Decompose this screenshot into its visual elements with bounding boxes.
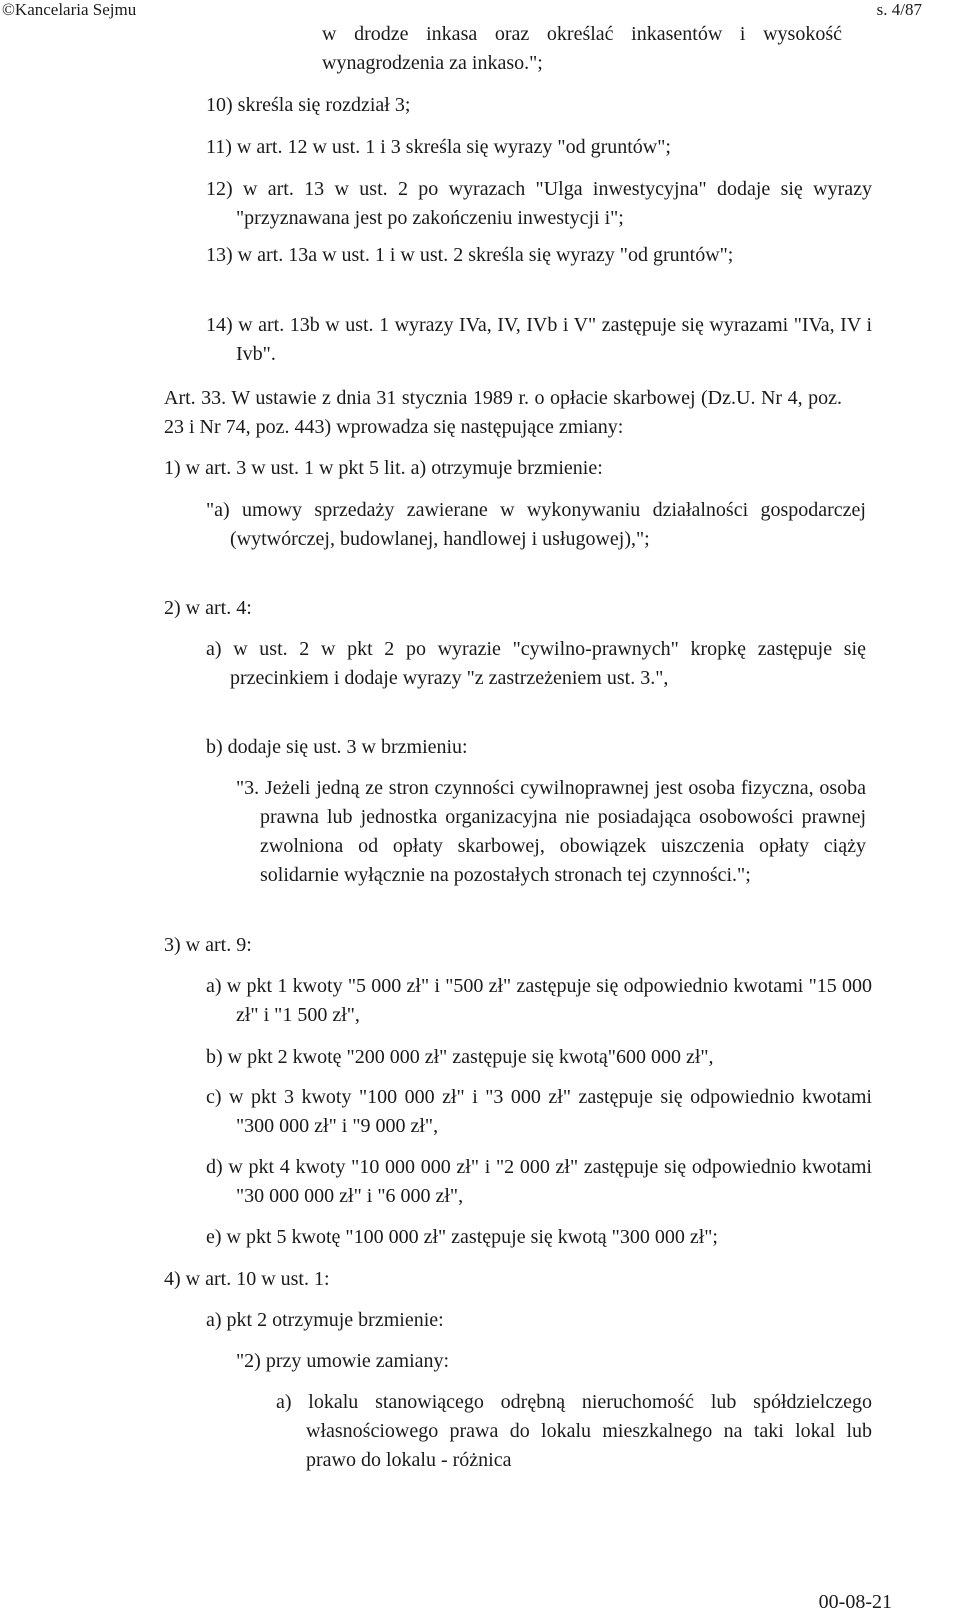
art33-item-2b-text: "3. Jeżeli jedną ze stron czynności cywilnoprawnej jest osoba fizyczna, osoba prawna lub jednostka organizacyjna nie posiadająca osobowości prawnej zwolniona od opłaty skarbowej, obowiązek uiszczenia opłaty ciąży solidarnie wyłącznie na pozostałych stronach tej czynności."; — [236, 777, 866, 886]
art33-item-1: 1) w art. 3 w ust. 1 w pkt 5 lit. a) otrzymuje brzmienie: — [164, 457, 603, 479]
art33-item-1-text: "a) umowy sprzedaży zawierane w wykonywaniu działalności gospodarczej (wytwórczej, budowlanej, handlowej i usługowej),"; — [206, 499, 866, 550]
art33-item-2b: b) dodaje się ust. 3 w brzmieniu: — [206, 736, 468, 758]
art33-item-3c: c) w pkt 3 kwoty "100 000 zł" i "3 000 zł" zastępuje się odpowiednio kwotami "300 000 zł" i "9 000 zł", — [206, 1086, 872, 1137]
item-13: 13) w art. 13a w ust. 1 i w ust. 2 skreśla się wyrazy "od gruntów"; — [206, 244, 734, 266]
item-12: 12) w art. 13 w ust. 2 po wyrazach "Ulga inwestycyjna" dodaje się wyrazy "przyznawana jest po zakończeniu inwestycji i"; — [206, 178, 872, 229]
art33-item-3d: d) w pkt 4 kwoty "10 000 000 zł" i "2 000 zł" zastępuje się odpowiednio kwotami "30 000 000 zł" i "6 000 zł", — [206, 1156, 872, 1207]
item-14: 14) w art. 13b w ust. 1 wyrazy IVa, IV, IVb i V" zastępuje się wyrazami "IVa, IV i Ivb". — [206, 314, 872, 365]
art33-item-4a-text: "2) przy umowie zamiany: — [236, 1350, 450, 1372]
footer-date: 00-08-21 — [818, 1591, 892, 1613]
item-10: 10) skreśla się rozdział 3; — [206, 94, 411, 116]
art33-item-3: 3) w art. 9: — [164, 934, 252, 956]
art33-item-4a: a) pkt 2 otrzymuje brzmienie: — [206, 1309, 444, 1331]
art33-item-2a: a) w ust. 2 w pkt 2 po wyrazie "cywilno-prawnych" kropkę zastępuje się przecinkiem i dodaje wyrazy "z zastrzeżeniem ust. 3.", — [206, 638, 866, 689]
paragraph-continuation: w drodze inkasa oraz określać inkasentów i wysokość wynagrodzenia za inkaso."; — [322, 23, 842, 74]
header-source: ©Kancelaria Sejmu — [2, 0, 137, 19]
art33-item-3e: e) w pkt 5 kwotę "100 000 zł" zastępuje się kwotą "300 000 zł"; — [206, 1226, 718, 1248]
art33-item-3b: b) w pkt 2 kwotę "200 000 zł" zastępuje się kwotą"600 000 zł", — [206, 1046, 714, 1068]
header-page-number: s. 4/87 — [876, 0, 922, 19]
item-11: 11) w art. 12 w ust. 1 i 3 skreśla się wyrazy "od gruntów"; — [206, 136, 671, 158]
art33-item-4a-sub-a: a) lokalu stanowiącego odrębną nieruchomość lub spółdzielczego własnościowego prawa do lokalu mieszkalnego na taki lokal lub prawo do lokalu - różnica — [276, 1391, 872, 1471]
art33-item-4: 4) w art. 10 w ust. 1: — [164, 1268, 330, 1290]
art33-item-3a: a) w pkt 1 kwoty "5 000 zł" i "500 zł" zastępuje się odpowiednio kwotami "15 000 zł" i "1 500 zł", — [206, 975, 872, 1026]
article-33: Art. 33. W ustawie z dnia 31 stycznia 1989 r. o opłacie skarbowej (Dz.U. Nr 4, poz. 23 i Nr 74, poz. 443) wprowadza się następujące zmiany: — [164, 387, 842, 438]
art33-item-2: 2) w art. 4: — [164, 597, 252, 619]
